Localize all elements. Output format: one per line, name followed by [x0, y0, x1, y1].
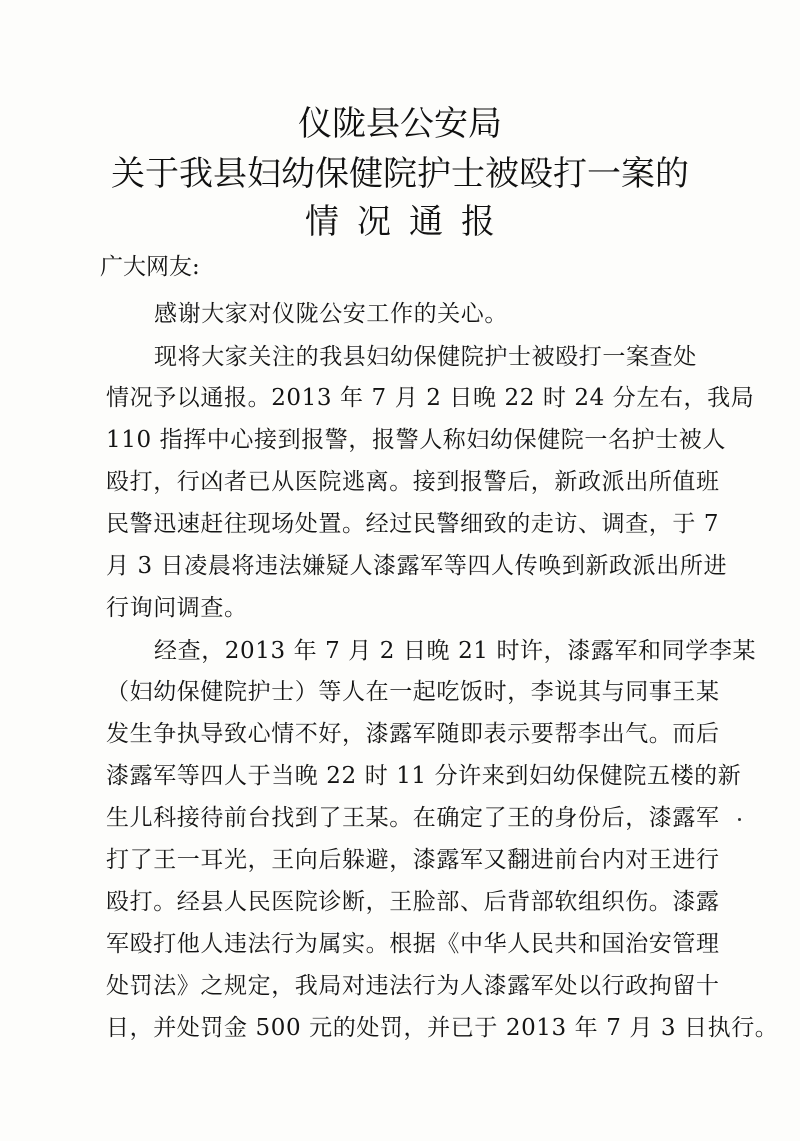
body-line: 民警迅速赶往现场处置。经过民警细致的走访、调查，于 7 — [106, 511, 720, 537]
body-line: 情况予以通报。2013 年 7 月 2 日晚 22 时 24 分左右，我局 — [106, 385, 755, 411]
body-line: 殴打，行凶者已从医院逃离。接到报警后，新政派出所值班 — [106, 469, 720, 495]
body-line: 经查，2013 年 7 月 2 日晚 21 时许，漆露军和同学李某 — [154, 638, 757, 664]
body-line: 日，并处罚金 500 元的处罚，并已于 2013 年 7 月 3 日执行。 — [106, 1015, 779, 1041]
body-line: 军殴打他人违法行为属实。根据《中华人民共和国治安管理 — [106, 931, 720, 957]
body-line: （妇幼保健院护士）等人在一起吃饭时，李说其与同事王某 — [106, 679, 720, 705]
document-title-line-3: 情况通报 — [305, 202, 513, 242]
body-line: 殴打。经县人民医院诊断，王脸部、后背部软组织伤。漆露 — [106, 889, 720, 915]
body-line: 月 3 日凌晨将违法嫌疑人漆露军等四人传唤到新政派出所进 — [106, 553, 728, 579]
body-line: 110 指挥中心接到报警，报警人称妇幼保健院一名护士被人 — [106, 427, 727, 453]
body-line: 发生争执导致心情不好，漆露军随即表示要帮李出气。而后 — [106, 721, 720, 747]
body-line: 感谢大家对仪陇公安工作的关心。 — [154, 301, 508, 327]
body-line: 生儿科接待前台找到了王某。在确定了王的身份后，漆露军 — [106, 805, 720, 831]
document-title-line-2: 关于我县妇幼保健院护士被殴打一案的 — [111, 154, 689, 194]
body-line: 处罚法》之规定，我局对违法行为人漆露军处以行政拘留十 — [106, 973, 720, 999]
salutation: 广大网友: — [100, 254, 200, 280]
body-line: 行询问调查。 — [106, 595, 248, 621]
document-title-line-1: 仪陇县公安局 — [298, 104, 502, 144]
body-line: 漆露军等四人于当晚 22 时 11 分许来到妇幼保健院五楼的新 — [106, 763, 742, 789]
scan-speck — [738, 818, 741, 821]
body-line: 现将大家关注的我县妇幼保健院护士被殴打一案查处 — [154, 344, 697, 370]
body-line: 打了王一耳光，王向后躲避，漆露军又翻进前台内对王进行 — [106, 847, 720, 873]
